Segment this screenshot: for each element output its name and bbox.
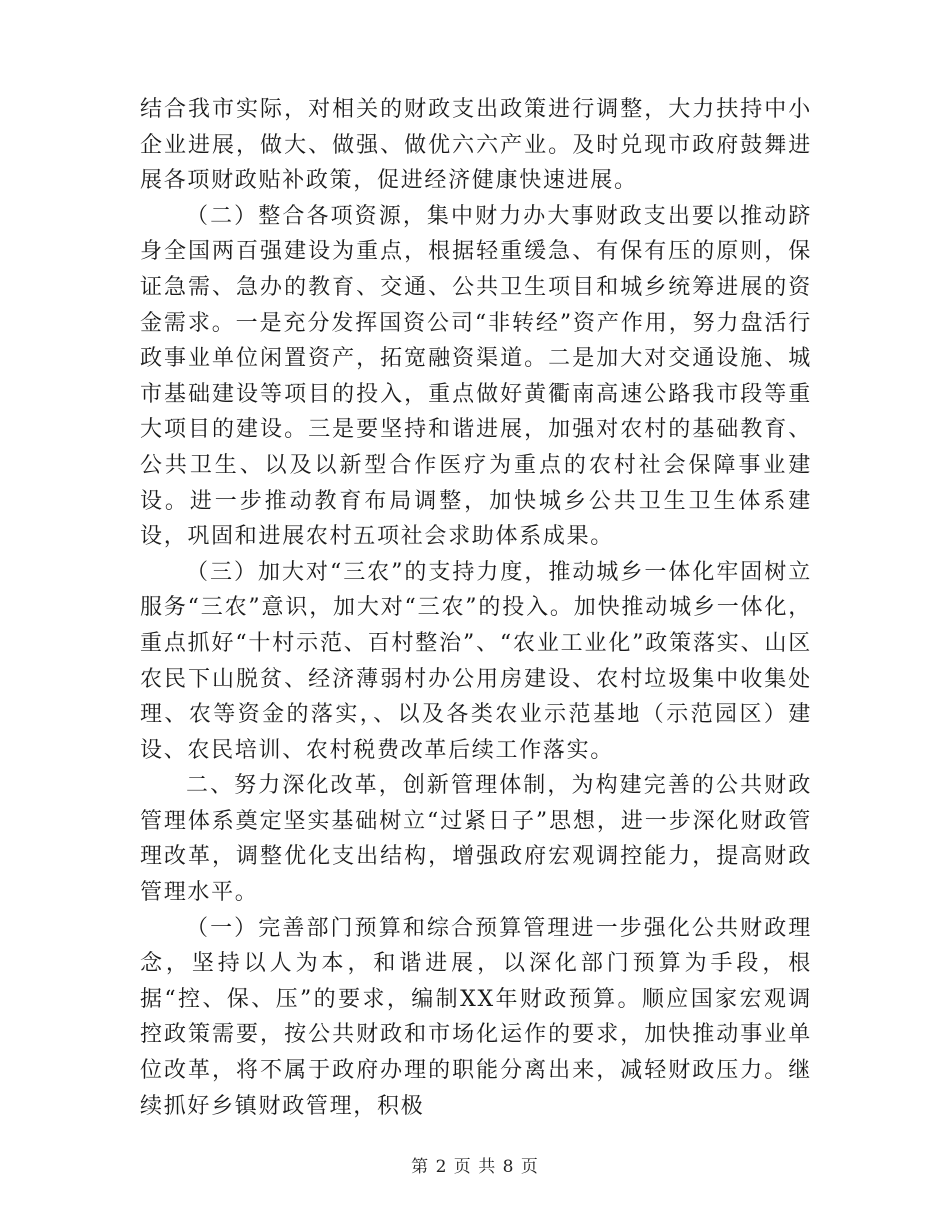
paragraph-resource-integration: （二）整合各项资源，集中财力办大事财政支出要以推动跻身全国两百强建设为重点，根据轻重缓急、有保有压的原则，保证急需、急办的教育、交通、公共卫生项目和城乡统筹进展的资金需求。一是充分发挥国资公司“非转经”资产作用，努力盘活行政事业单位闲置资产，拓宽融资渠道。二是加大对交通设施、城市基础建设等项目的投入，重点做好黄衢南高速公路我市段等重大项目的建设。三是要坚持和谐进展，加强对农村的基础教育、公共卫生、以及以新型合作医疗为重点的农村社会保障事业建设。进一步推动教育布局调整，加快城乡公共卫生卫生体系建设，巩固和进展农村五项社会求助体系成果。 [140,203,812,550]
paragraph-deepen-reform: 二、努力深化改革，创新管理体制，为构建完善的公共财政管理体系奠定坚实基础树立“过紧日子”思想，进一步深化财政管理改革，调整优化支出结构，增强政府宏观调控能力，提高财政管理水平。 [140,773,812,906]
paragraph-three-rural: （三）加大对“三农”的支持力度，推动城乡一体化牢固树立服务“三农”意识，加大对“三农”的投入。加快推动城乡一体化，重点抓好“十村示范、百村整治”、“农业工业化”政策落实、山区农民下山脱贫、经济薄弱村办公用房建设、农村垃圾集中收集处理、农等资金的落实，、以及各类农业示范基地（示范园区）建设、农民培训、农村税费改革后续工作落实。 [140,559,812,763]
page-footer: 第 2 页 共 8 页 [411,1157,539,1177]
paragraph-continuation: 结合我市实际，对相关的财政支出政策进行调整，大力扶持中小企业进展，做大、做强、做优六六产业。及时兑现市政府鼓舞进展各项财政贴补政策，促进经济健康快速进展。 [140,97,812,194]
paragraph-department-budget: （一）完善部门预算和综合预算管理进一步强化公共财政理念，坚持以人为本，和谐进展，以深化部门预算为手段，根据“控、保、压”的要求，编制XX年财政预算。顺应国家宏观调控政策需要，按公共财政和市场化运作的要求，加快推动事业单位改革，将不属于政府办理的职能分离出来，减轻财政压力。继续抓好乡镇财政管理，积极 [140,915,812,1119]
document-body [140,92,812,1124]
